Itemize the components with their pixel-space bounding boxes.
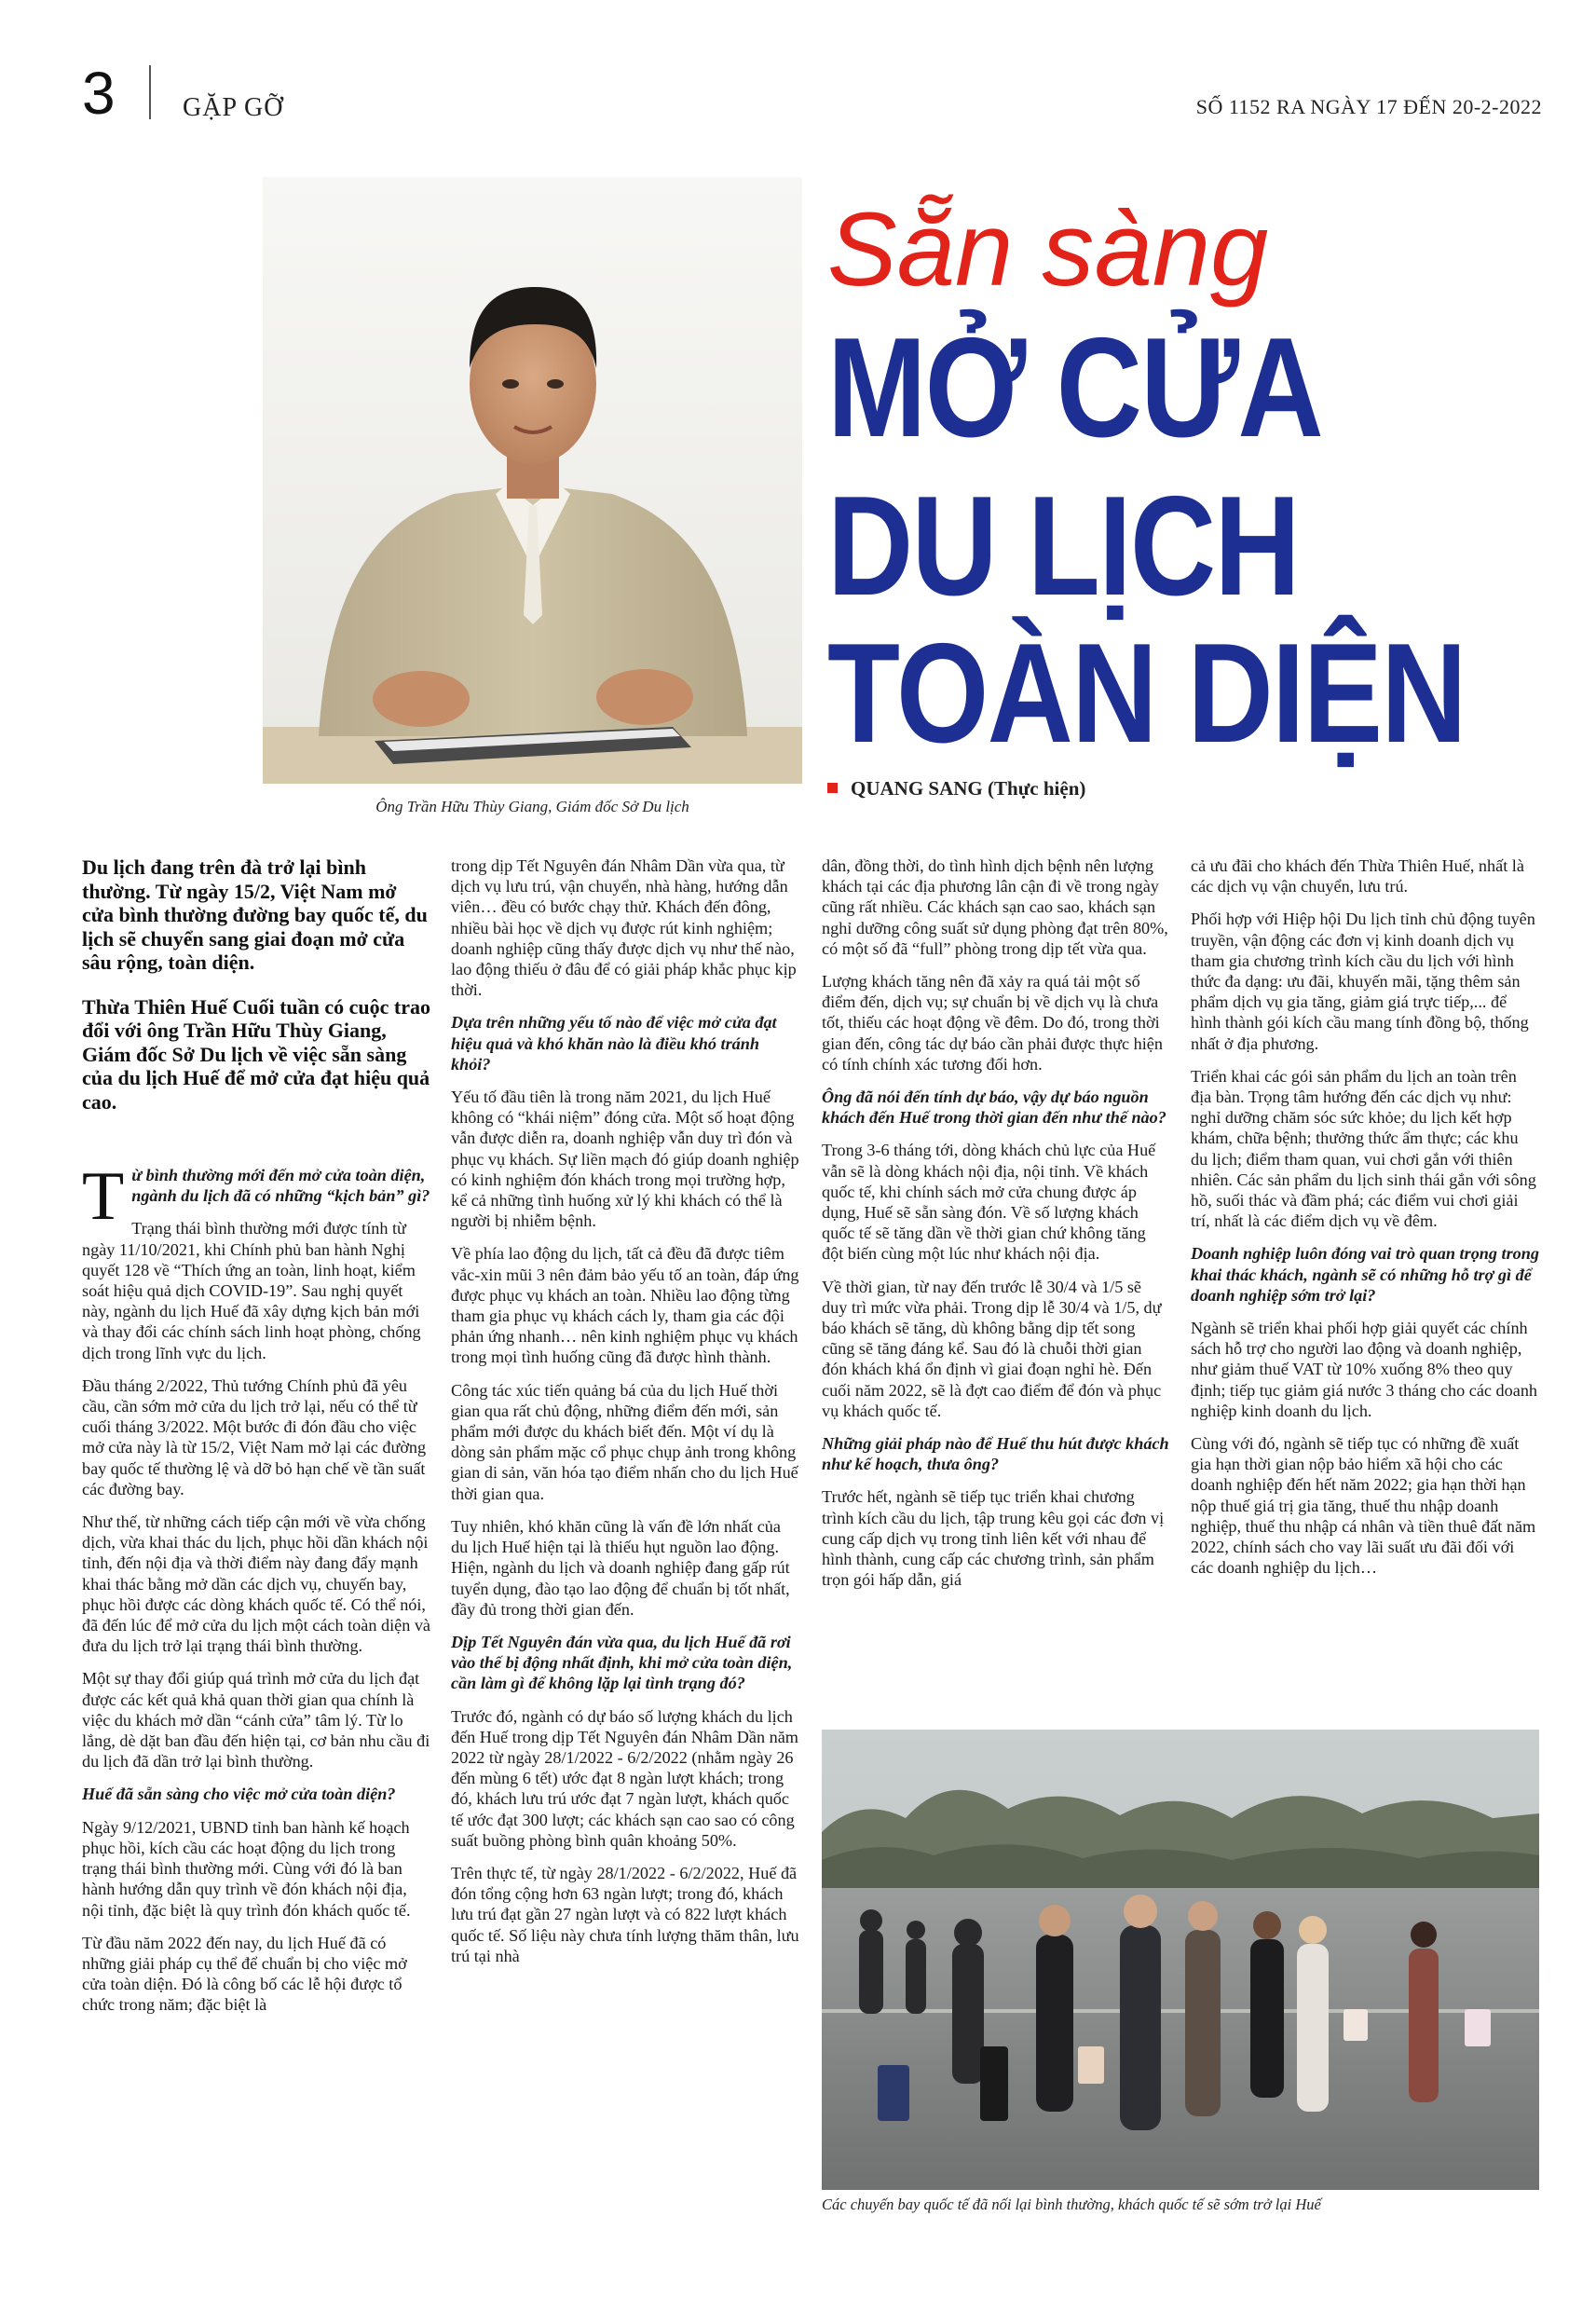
headline-line-2: DU LỊCH	[827, 467, 1300, 625]
byline	[827, 777, 1085, 800]
paragraph: Trên thực tế, từ ngày 28/1/2022 - 6/2/2022, Huế đã đón tổng cộng hơn 63 ngàn lượt; trong đó, khách lưu trú đạt gần 27 ngàn lượt và có 822 lượt khách quốc tế. Số liệu này chưa tính lượng thăm thân, lưu trú tại nhà	[451, 1863, 799, 1965]
paragraph: Yếu tố đầu tiên là trong năm 2021, du lịch Huế không có “khái niệm” đóng cửa. Một số hoạt động vẫn được diễn ra, doanh nghiệp vẫn duy trì đón và phục vụ khách. Sự liền mạch đó giúp doanh nghiệp có kinh nghiệm đón khách trong mọi trường hợp, kể cả những tình huống xử lý khi khách có thể là người bị nhiễm bệnh.	[451, 1088, 799, 1231]
question: Huế đã sẵn sàng cho việc mở cửa toàn diện?	[82, 1785, 396, 1804]
drop-cap: T	[82, 1158, 125, 1235]
paragraph: Trong 3-6 tháng tới, dòng khách chủ lực của Huế vẫn sẽ là dòng khách nội địa, nội tỉnh. Về khách quốc tế, khi chính sách mở cửa chung được áp dụng, Huế sẽ sẵn sàng đón. Về số lượng khách quốc tế sẽ tăng dần về thời gian chứ không tăng đột biến cùng một lúc như khách nội địa.	[822, 1141, 1156, 1264]
headline-line-3: TOÀN DIỆN	[827, 614, 1466, 773]
paragraph: dân, đồng thời, do tình hình dịch bệnh nên lượng khách tại các địa phương lân cận đi về trong ngày cũng rất nhiều. Các khách sạn cao sao, khách sạn nghỉ dưỡng công suất sử dụng phòng đạt trên 80%, có một số đã “full” phòng trong dịp tết vừa qua.	[822, 856, 1168, 958]
page-number: 3	[82, 60, 116, 127]
lead-paragraph: Du lịch đang trên đà trở lại bình thường. Từ ngày 15/2, Việt Nam mở cửa bình thường đường bay quốc tế, du lịch sẽ chuyển sang giai đoạn mở cửa sâu rộng, toàn diện.	[82, 855, 428, 974]
headline-line-1: MỞ CỬA	[827, 308, 1323, 467]
question	[82, 1158, 430, 1235]
paragraph: Về phía lao động du lịch, tất cả đều đã được tiêm vắc-xin mũi 3 nên đảm bảo yếu tố an toàn, đáp ứng được phục vụ khách an toàn. Nhiều lao động từng tham gia phục vụ khách cách ly, tham gia các đội phản ứng nhanh… nên kinh nghiệm phục vụ khách trong mọi tình huống cũng đã được hình thành.	[451, 1244, 799, 1367]
question: Dịp Tết Nguyên đán vừa qua, du lịch Huế đã rơi vào thế bị động nhất định, khi mở cửa toàn diện, cần làm gì để không lặp lại tình trạng đó?	[451, 1632, 793, 1693]
paragraph: Lượng khách tăng nên đã xảy ra quá tải một số điểm đến, dịch vụ; sự chuẩn bị về dịch vụ là chưa tốt, thiếu các hoạt động về đêm. Do đó, trong thời gian đến, công tác dự báo cần phải được thực hiện có tính chính xác tương đối hơn.	[822, 972, 1163, 1074]
issue-info: SỐ 1152 RA NGÀY 17 ĐẾN 20-2-2022	[1195, 95, 1542, 118]
question-text: ừ bình thường mới đến mở cửa toàn diện, ngành du lịch đã có những “kịch bản” gì?	[131, 1166, 430, 1206]
paragraph: Ngành sẽ triển khai phối hợp giải quyết các chính sách hỗ trợ cho người lao động và doanh nghiệp, như giảm thuế VAT từ 10% xuống 8% theo quy định; tiếp tục giảm giá nước 3 tháng cho các doanh nghiệp kinh doanh du lịch.	[1191, 1319, 1538, 1420]
portrait-caption: Ông Trần Hữu Thùy Giang, Giám đốc Sở Du lịch	[375, 798, 689, 815]
header-divider	[149, 65, 151, 119]
portrait-photo	[263, 177, 802, 784]
section-name: GẶP GỠ	[183, 93, 284, 122]
paragraph: Trạng thái bình thường mới được tính từ ngày 11/10/2021, khi Chính phủ ban hành Nghị quyết 128 về “Thích ứng an toàn, linh hoạt, kiểm soát hiệu quả dịch COVID-19”. Sau nghị quyết này, ngành du lịch Huế đã xây dựng kịch bản mới và thay đổi các chính sách linh hoạt phòng, chống dịch trong lĩnh vực du lịch.	[82, 1219, 421, 1362]
paragraph: Về thời gian, từ nay đến trước lễ 30/4 và 1/5 sẽ duy trì mức vừa phải. Trong dịp lễ 30/4 và 1/5, dự báo khách sẽ tăng, dù không bằng dịp tết song cũng sẽ tăng đáng kể. Sau đó là chuỗi thời gian đón khách khá ổn định vì giai đoạn nghỉ hè. Đến cuối năm 2022, sẽ là đợt cao điểm để đón và phục vụ khách quốc tế.	[822, 1277, 1162, 1420]
question: Những giải pháp nào để Huế thu hút được khách như kế hoạch, thưa ông?	[822, 1434, 1169, 1474]
paragraph: cả ưu đãi cho khách đến Thừa Thiên Huế, nhất là các dịch vụ vận chuyển, lưu trú.	[1191, 856, 1524, 896]
paragraph: Cùng với đó, ngành sẽ tiếp tục có những đề xuất gia hạn thời gian nộp bảo hiểm xã hội cho các doanh nghiệp đến hết năm 2022; gia hạn thời hạn nộp thuế giá trị gia tăng, thuế thu nhập doanh nghiệp, thuế thu nhập cá nhân và tiền thuê đất năm 2022, chính sách cho vay lãi suất ưu đãi đối với các doanh nghiệp du lịch…	[1191, 1434, 1536, 1578]
question: Doanh nghiệp luôn đóng vai trò quan trọng trong khai thác khách, ngành sẽ có những hỗ trợ gì để doanh nghiệp sớm trở lại?	[1191, 1244, 1539, 1305]
paragraph: Triển khai các gói sản phẩm du lịch an toàn trên địa bàn. Trọng tâm hướng đến các dịch vụ như: nghỉ dưỡng chăm sóc sức khỏe; du lịch kết hợp khám, chữa bệnh; thưởng thức ẩm thực; các khu du lịch; điểm tham quan, vui chơi gắn với thiên nhiên. Các sản phẩm du lịch sinh thái gắn với sông hồ, suối thác và đầm phá; các điểm vui chơi giải trí, nhất là các điểm dịch vụ về đêm.	[1191, 1066, 1536, 1231]
lead-paragraphs	[82, 855, 430, 1134]
paragraph: Tuy nhiên, khó khăn cũng là vấn đề lớn nhất của du lịch Huế hiện tại là thiếu hụt nguồn lao động. Hiện, ngành du lịch và doanh nghiệp đang gấp rút tuyển dụng, đào tạo lao động để chuẩn bị tốt nhất, đầy đủ trong thời gian đến.	[451, 1516, 790, 1619]
lead-paragraph: Thừa Thiên Huế Cuối tuần có cuộc trao đổi với ông Trần Hữu Thùy Giang, Giám đốc Sở Du lịch về việc sẵn sàng của du lịch Huế để mở cửa đạt hiệu quả cao.	[82, 994, 430, 1114]
paragraph: Công tác xúc tiến quảng bá của du lịch Huế thời gian qua rất chủ động, những điểm đến mới, sản phẩm mới được du khách biết đến. Một ví dụ là dòng sản phẩm mặc cổ phục chụp ảnh trong không gian di sản, văn hóa tạo điểm nhấn cho du lịch Huế thời gian qua.	[451, 1380, 798, 1503]
headline-kicker: Sẵn sàng	[827, 191, 1269, 308]
paragraph: Phối hợp với Hiệp hội Du lịch tỉnh chủ động tuyên truyền, vận động các đơn vị kinh doanh dịch vụ tham gia chương trình kích cầu du lịch với hình thức đa dạng: ưu đãi, khuyến mãi, tặng thêm sản phẩm dịch vụ gia tăng, giảm giá trực tiếp,... để hình thành gói kích cầu mang tính đồng bộ, thống nhất ở địa phương.	[1191, 910, 1535, 1053]
byline-text: QUANG SANG (Thực hiện)	[851, 777, 1086, 800]
question: Dựa trên những yếu tố nào để việc mở cửa đạt hiệu quả và khó khăn nào là điều khó tránh khỏi?	[451, 1013, 777, 1074]
paragraph: trong dịp Tết Nguyên đán Nhâm Dần vừa qua, từ dịch vụ lưu trú, vận chuyển, nhà hàng, hướng dẫn viên… đều có bước chạy thử. Khách đến đông, nhiều bài học về dịch vụ được rút kinh nghiệm; doanh nghiệp cũng thấy được dịch vụ như thế nào, lao động thiếu ở đâu để có giải pháp khắc phục kịp thời.	[451, 856, 797, 1000]
airport-photo	[822, 1730, 1539, 2190]
column-2	[451, 855, 799, 1978]
paragraph: Một sự thay đổi giúp quá trình mở cửa du lịch đạt được các kết quả khả quan thời gian qua chính là việc du khách mở dần “cánh cửa” tâm lý. Từ lo lắng, dè dặt ban đầu đến hiện tại, cơ bản nhu cầu đi du lịch đã dần trở lại bình thường.	[82, 1669, 430, 1772]
column-3	[822, 855, 1170, 1603]
question: Ông đã nói đến tính dự báo, vậy dự báo nguồn khách đến Huế trong thời gian đến như thế nào?	[822, 1088, 1166, 1128]
paragraph: Trước đó, ngành có dự báo số lượng khách du lịch đến Huế trong dịp Tết Nguyên đán Nhâm Dần năm 2022 từ ngày 28/1/2022 - 6/2/2022 (nhằm ngày 26 đến mùng 6 tết) ước đạt 8 ngàn lượt khách; trong đó, khách lưu trú ước đạt 7 ngàn lượt, khách quốc tế ước đạt 300 lượt; các khách sạn cao sao có công suất buồng phòng bình quân khoảng 50%.	[451, 1706, 798, 1850]
photo-caption: Các chuyến bay quốc tế đã nối lại bình thường, khách quốc tế sẽ sớm trở lại Huế	[822, 2196, 1321, 2213]
paragraph: Trước hết, ngành sẽ tiếp tục triển khai chương trình kích cầu du lịch, tập trung kêu gọi các đơn vị cung cấp dịch vụ trong tỉnh liên kết với nhau để hình thành, cung cấp các chương trình, sản phẩm trọn gói hấp dẫn, giá	[822, 1487, 1165, 1590]
column-4	[1191, 855, 1539, 1591]
paragraph: Ngày 9/12/2021, UBND tỉnh ban hành kế hoạch phục hồi, kích cầu các hoạt động du lịch trong trạng thái bình thường mới. Cùng với đó là ban hành hướng dẫn quy trình về đón khách nội địa, nội tỉnh, đặc biệt là quy trình đón khách quốc tế.	[82, 1817, 411, 1920]
paragraph: Đầu tháng 2/2022, Thủ tướng Chính phủ đã yêu cầu, cần sớm mở cửa du lịch trở lại, nếu có thể từ cuối tháng 3/2022. Một bước đi đón đầu cho việc mở cửa này là từ 15/2, Việt Nam mở lại các đường bay quốc tế thường lệ và dỡ bỏ hạn chế về tần suất các đường bay.	[82, 1375, 427, 1498]
column-1-body	[82, 1158, 430, 2028]
byline-square-icon	[827, 783, 838, 793]
paragraph: Từ đầu năm 2022 đến nay, du lịch Huế đã có những giải pháp cụ thể để chuẩn bị cho việc mở cửa toàn diện. Đó là công bố các lễ hội được tổ chức trong năm; đặc biệt là	[82, 1933, 407, 2015]
paragraph: Như thế, từ những cách tiếp cận mới về vừa chống dịch, vừa khai thác du lịch, phục hồi dần khách nội tỉnh, đến nội địa và thời điểm này đang đẩy mạnh khai thác bằng mở dần các dịch vụ, chuyến bay, phục hồi được các dòng khách quốc tế. Có thể nói, đã đến lúc để mở cửa du lịch một cách toàn diện và đưa du lịch trở lại trạng thái bình thường.	[82, 1512, 430, 1656]
